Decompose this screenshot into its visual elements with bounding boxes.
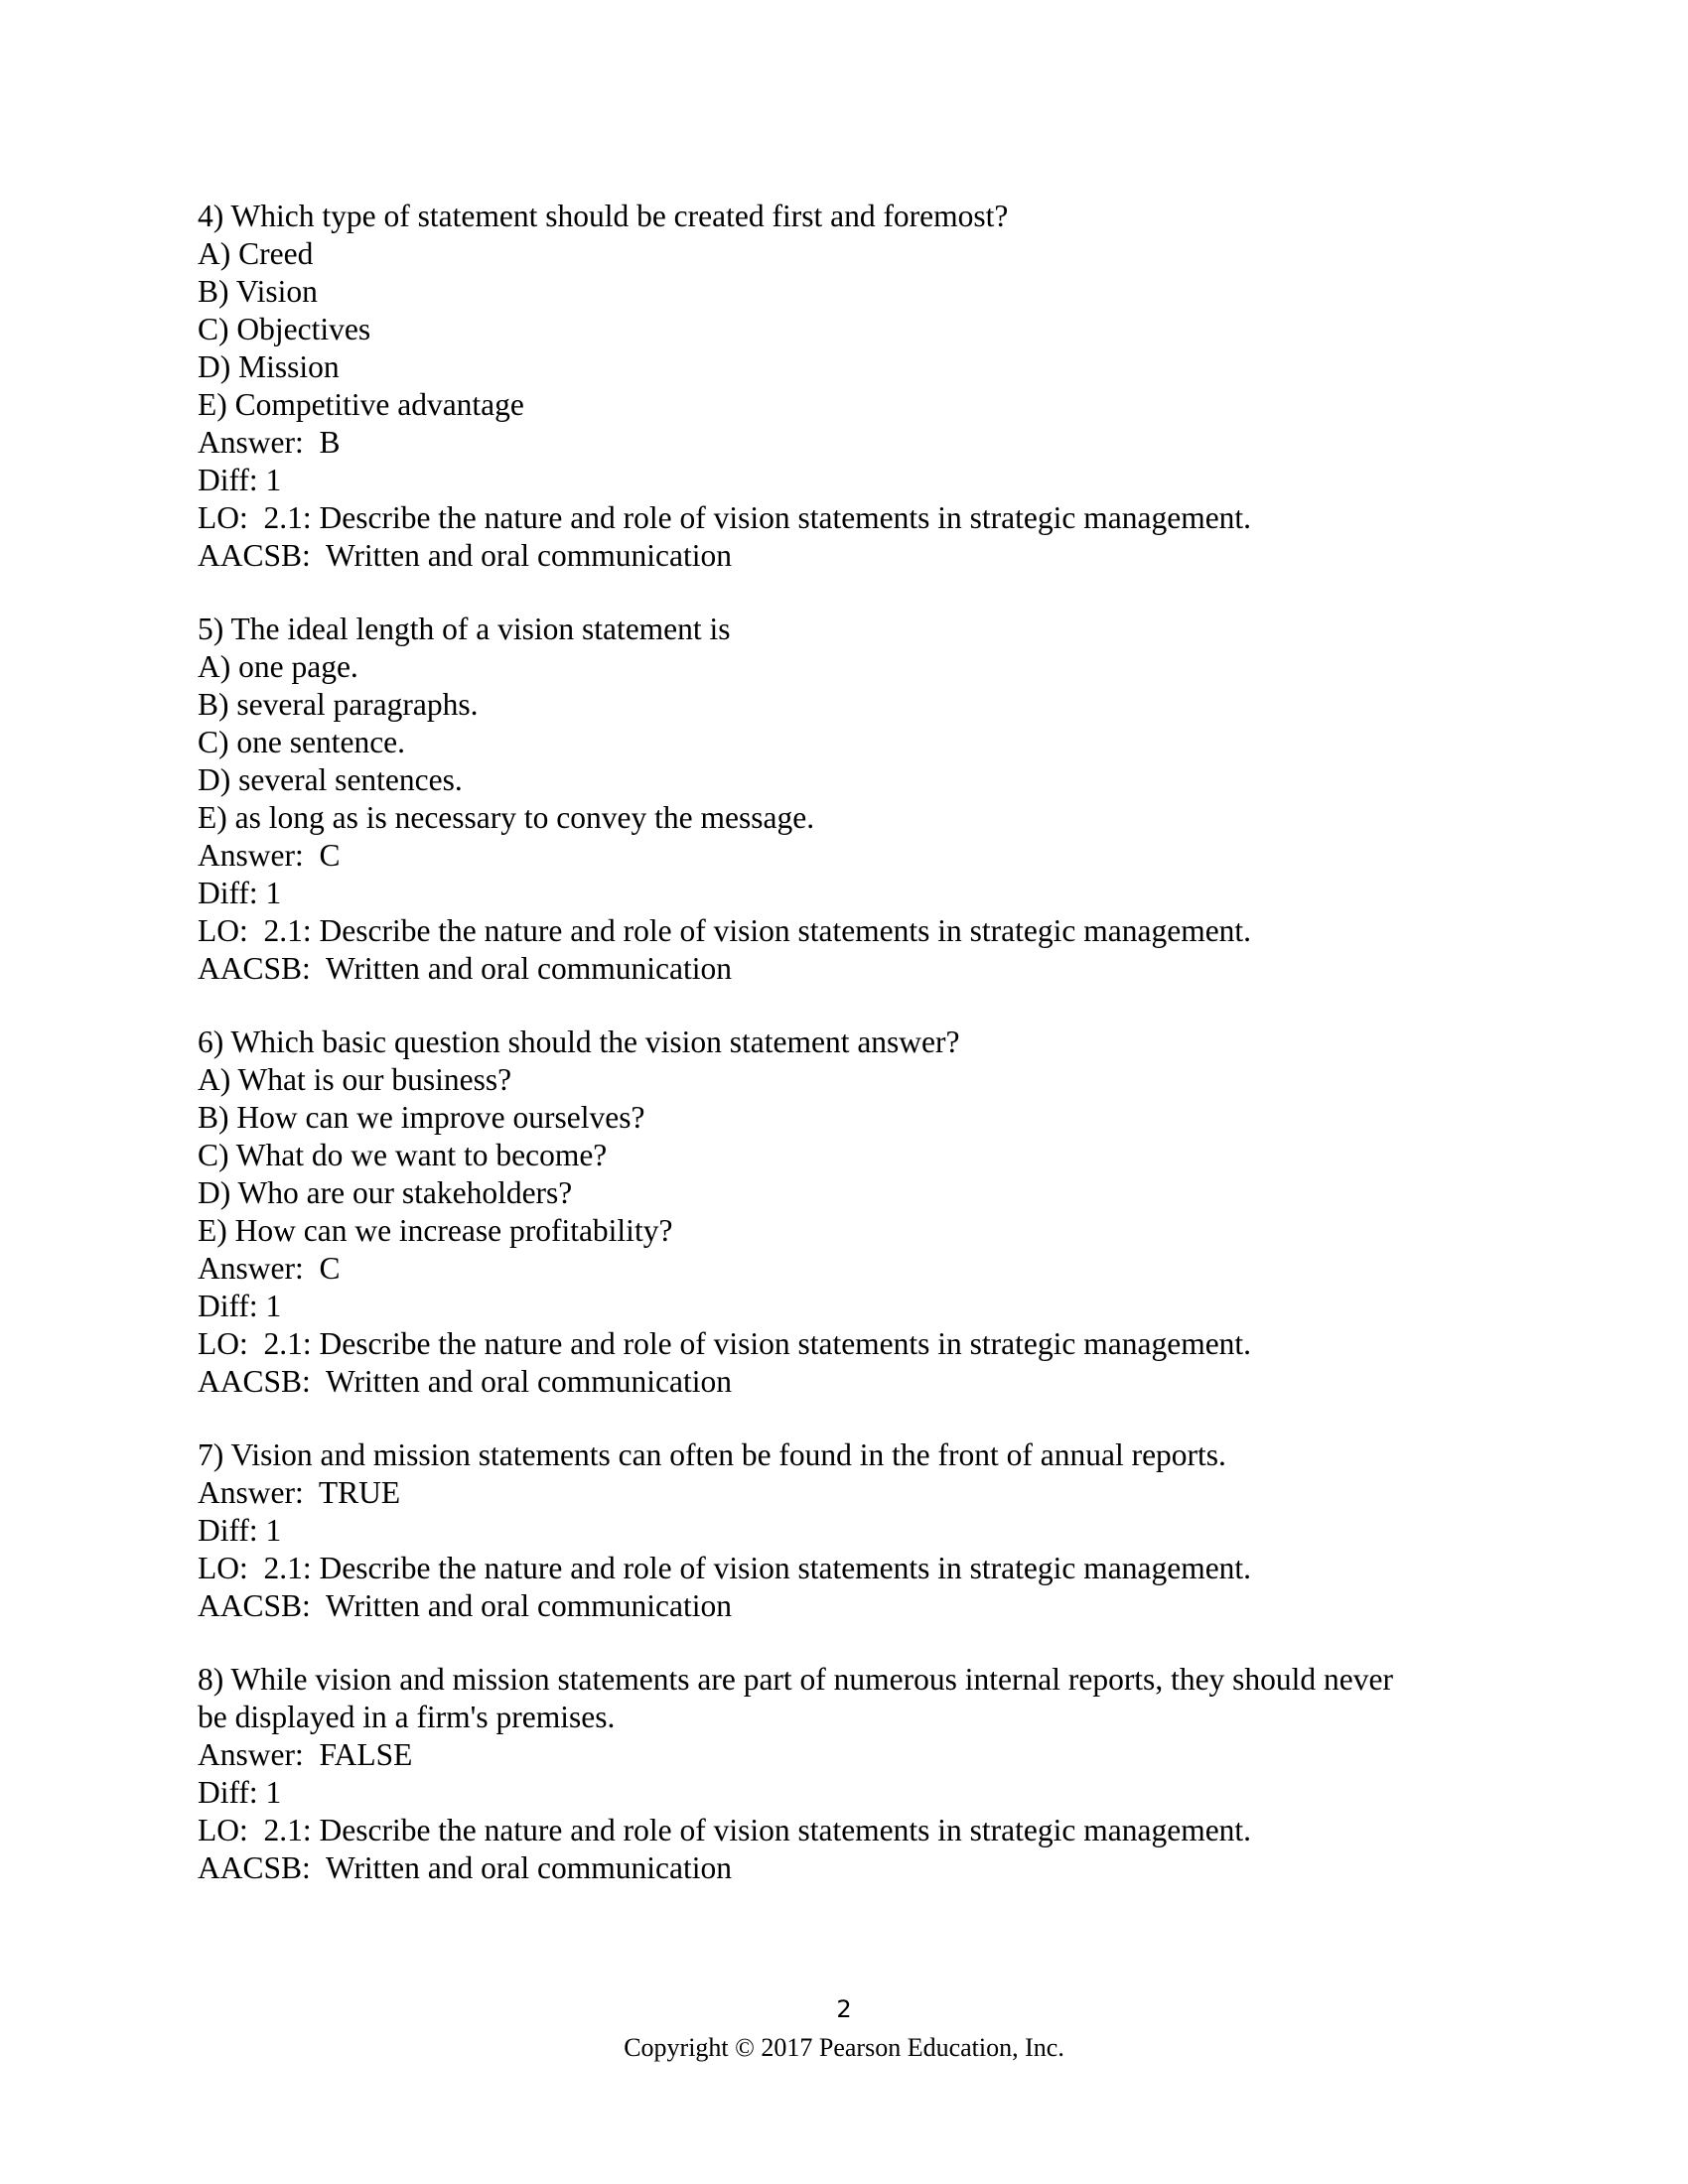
- question-line: B) Vision: [198, 274, 318, 309]
- question-line: 7) Vision and mission statements can often be found in the front of annual reports.: [198, 1437, 1226, 1472]
- question-line: B) several paragraphs.: [198, 687, 479, 722]
- question-line: AACSB: Written and oral communication: [198, 1588, 732, 1623]
- question-line: LO: 2.1: Describe the nature and role of vision statements in strategic management.: [198, 1326, 1252, 1361]
- question-line: Answer: B: [198, 425, 341, 460]
- question-line: E) as long as is necessary to convey the message.: [198, 800, 815, 835]
- question-block: [198, 1436, 1488, 1625]
- question-line: Diff: 1: [198, 463, 282, 497]
- copyright-notice: Copyright © 2017 Pearson Education, Inc.: [624, 2033, 1064, 2062]
- question-line: A) one page.: [198, 649, 358, 684]
- question-line: C) What do we want to become?: [198, 1138, 608, 1172]
- question-block: [198, 611, 1488, 988]
- question-line: AACSB: Written and oral communication: [198, 951, 732, 986]
- question-line: be displayed in a firm's premises.: [198, 1700, 616, 1734]
- question-line: Diff: 1: [198, 1289, 282, 1323]
- question-block: [198, 1024, 1488, 1401]
- question-line: 5) The ideal length of a vision statement is: [198, 612, 731, 646]
- question-line: AACSB: Written and oral communication: [198, 1850, 732, 1885]
- question-line: Diff: 1: [198, 1775, 282, 1810]
- question-line: Answer: C: [198, 838, 341, 873]
- question-list: [198, 198, 1488, 1923]
- question-line: Answer: TRUE: [198, 1475, 401, 1510]
- question-line: LO: 2.1: Describe the nature and role of vision statements in strategic management.: [198, 1551, 1252, 1585]
- page-number: 2: [836, 1995, 852, 2023]
- question-line: E) Competitive advantage: [198, 387, 524, 422]
- question-line: D) Who are our stakeholders?: [198, 1175, 573, 1210]
- question-line: A) Creed: [198, 236, 314, 271]
- question-line: AACSB: Written and oral communication: [198, 1364, 732, 1399]
- question-line: AACSB: Written and oral communication: [198, 538, 732, 573]
- question-line: D) several sentences.: [198, 762, 463, 797]
- question-line: LO: 2.1: Describe the nature and role of vision statements in strategic management.: [198, 1813, 1252, 1847]
- question-line: LO: 2.1: Describe the nature and role of vision statements in strategic management.: [198, 500, 1252, 535]
- question-block: [198, 198, 1488, 575]
- question-line: Answer: FALSE: [198, 1737, 413, 1772]
- question-line: Answer: C: [198, 1251, 341, 1286]
- question-line: Diff: 1: [198, 1513, 282, 1548]
- question-line: E) How can we increase profitability?: [198, 1213, 673, 1248]
- question-block: [198, 1661, 1488, 1887]
- question-line: Diff: 1: [198, 876, 282, 910]
- question-line: 8) While vision and mission statements are part of numerous internal reports, they should never: [198, 1662, 1394, 1697]
- question-line: B) How can we improve ourselves?: [198, 1100, 645, 1135]
- question-line: A) What is our business?: [198, 1062, 512, 1097]
- question-line: C) one sentence.: [198, 725, 406, 759]
- question-line: 6) Which basic question should the vision statement answer?: [198, 1024, 960, 1059]
- question-line: 4) Which type of statement should be created first and foremost?: [198, 199, 1009, 233]
- question-line: LO: 2.1: Describe the nature and role of vision statements in strategic management.: [198, 913, 1252, 948]
- question-line: D) Mission: [198, 349, 340, 384]
- question-line: C) Objectives: [198, 312, 371, 346]
